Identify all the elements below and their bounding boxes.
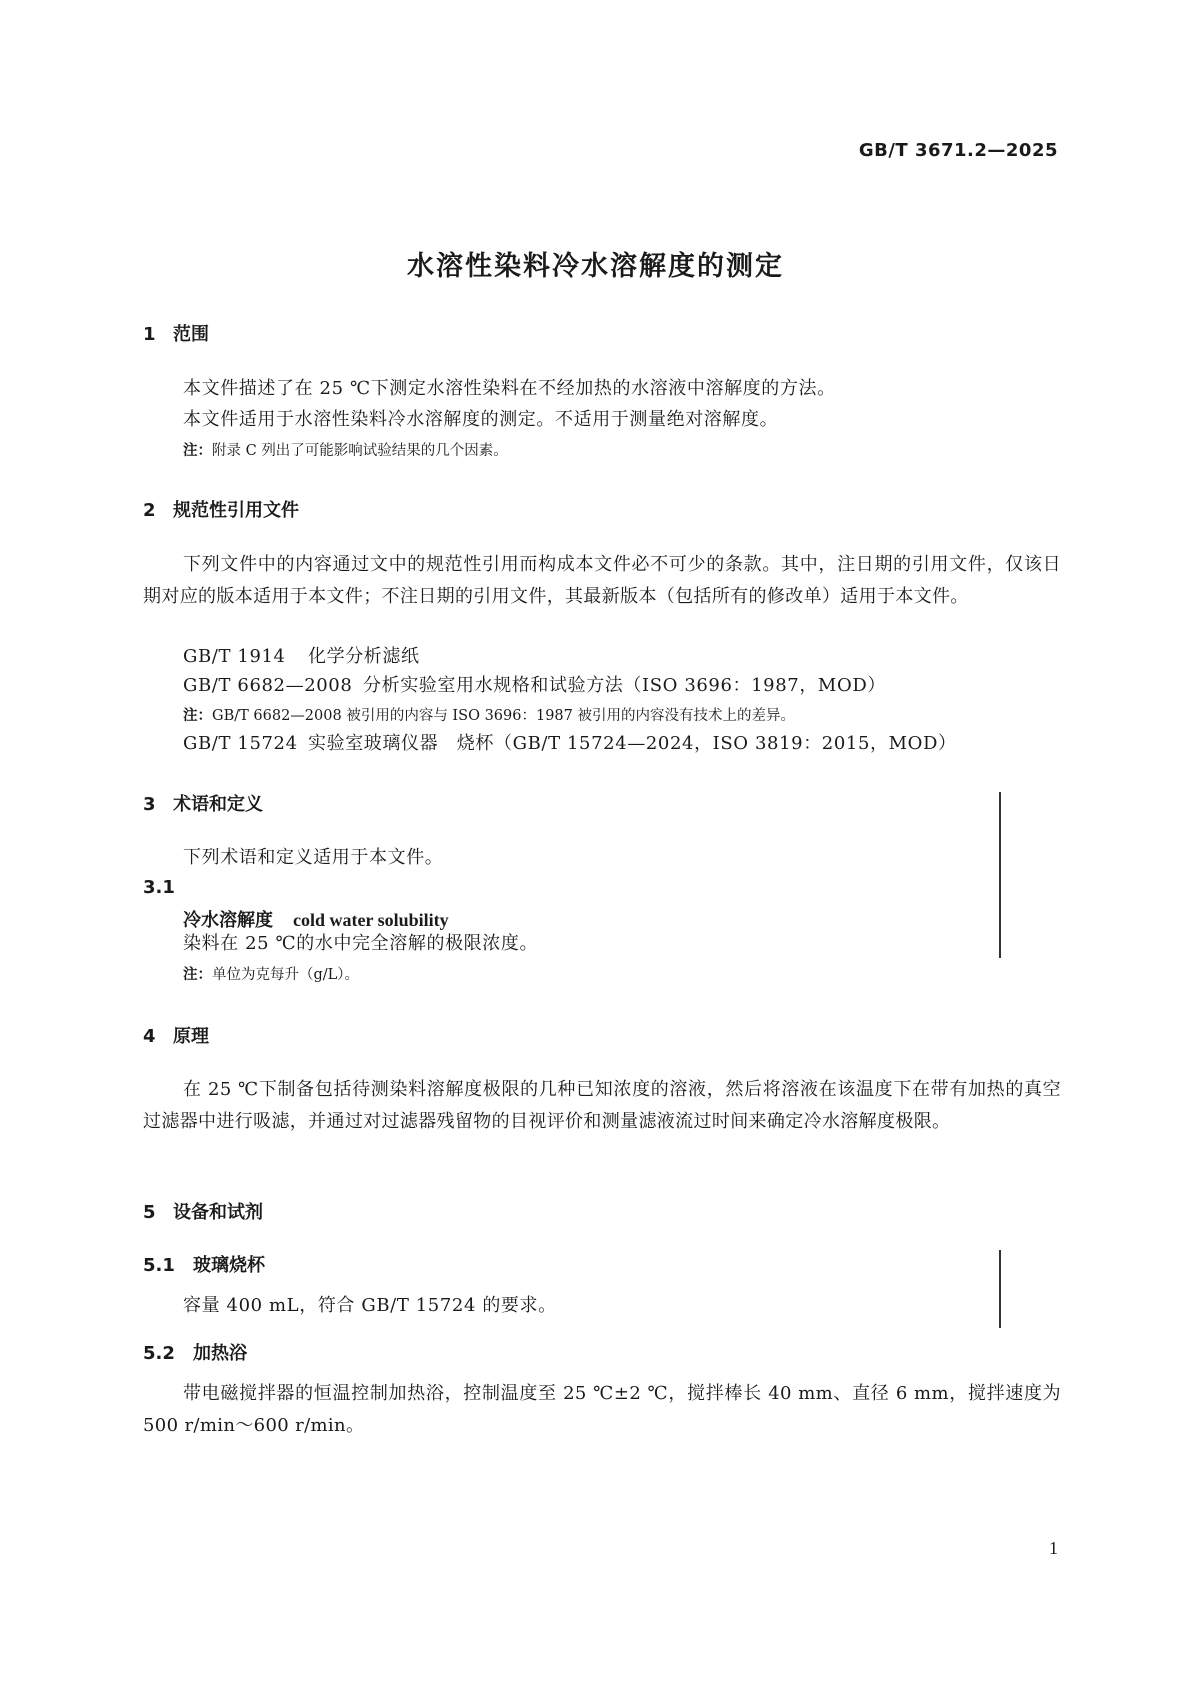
section-title: 规范性引用文件 [173, 500, 299, 521]
section-title: 原理 [173, 1026, 209, 1047]
reference-note [183, 705, 795, 727]
normative-references-intro: 下列文件中的内容通过文中的规范性引用而构成本文件必不可少的条款。其中，注日期的引用文件，仅该日期对应的版本适用于本文件；不注日期的引用文件，其最新版本（包括所有的修改单）适用于本文件。 [143, 554, 1061, 607]
section-number: 3 [143, 794, 156, 815]
section-5-heading [143, 1198, 263, 1224]
scope-note [183, 440, 508, 462]
scope-paragraph-1: 本文件描述了在 25 ℃下测定水溶性染料在不经加热的水溶液中溶解度的方法。 [183, 378, 836, 399]
document-title: 水溶性染料冷水溶解度的测定 [407, 251, 784, 282]
principle-paragraph: 在 25 ℃下制备包括待测染料溶解度极限的几种已知浓度的溶液，然后将溶液在该温度下在带有加热的真空过滤器中进行吸滤，并通过对过滤器残留物的目视评价和测量滤液流过时间来确定冷水溶解度极限。 [143, 1079, 1061, 1132]
subsection-title: 玻璃烧杯 [193, 1255, 265, 1276]
reference-item [183, 728, 957, 760]
term-english: cold water solubility [293, 910, 449, 930]
section-3-heading [143, 790, 263, 816]
term-definition: 染料在 25 ℃的水中完全溶解的极限浓度。 [183, 933, 539, 954]
note-text: 附录 C 列出了可能影响试验结果的几个因素。 [212, 443, 508, 459]
reference-title: 实验室玻璃仪器 烧杯（GB/T 15724—2024，ISO 3819：2015，MOD） [308, 733, 957, 754]
reference-title: 分析实验室用水规格和试验方法（ISO 3696：1987，MOD） [363, 675, 886, 696]
reference-code: GB/T 15724 [183, 733, 298, 754]
note-label: 注： [183, 708, 212, 724]
subsection-number: 5.1 [143, 1255, 175, 1276]
subsection-5-1-heading [143, 1251, 265, 1277]
section-title: 术语和定义 [173, 794, 263, 815]
reference-code: GB/T 6682—2008 [183, 675, 353, 696]
change-bar [999, 1250, 1001, 1328]
section-number: 4 [143, 1026, 156, 1047]
section-title: 范围 [173, 324, 209, 345]
standard-code: GB/T 3671.2—2025 [858, 140, 1058, 161]
heating-bath-description: 带电磁搅拌器的恒温控制加热浴，控制温度至 25 ℃±2 ℃，搅拌棒长 40 mm、直径 6 mm，搅拌速度为 500 r/min～600 r/min。 [143, 1383, 1061, 1436]
scope-paragraph-2: 本文件适用于水溶性染料冷水溶解度的测定。不适用于测量绝对溶解度。 [183, 409, 779, 430]
section-2-heading [143, 496, 299, 522]
note-label: 注： [183, 967, 212, 983]
reference-code: GB/T 1914 [183, 646, 286, 667]
term-number: 3.1 [143, 877, 175, 898]
reference-title: 化学分析滤纸 [308, 646, 420, 667]
subsection-title: 加热浴 [193, 1343, 247, 1364]
section-4-heading [143, 1022, 209, 1048]
reference-item [183, 670, 886, 702]
beaker-description: 容量 400 mL，符合 GB/T 15724 的要求。 [183, 1295, 557, 1316]
page-number: 1 [1049, 1538, 1058, 1558]
term-chinese: 冷水溶解度 [183, 910, 273, 931]
subsection-number: 5.2 [143, 1343, 175, 1364]
reference-item [183, 641, 420, 673]
note-text: GB/T 6682—2008 被引用的内容与 ISO 3696：1987 被引用的内容没有技术上的差异。 [212, 708, 795, 724]
section-number: 2 [143, 500, 156, 521]
section-1-heading [143, 320, 209, 346]
terms-intro: 下列术语和定义适用于本文件。 [183, 847, 444, 868]
change-bar [999, 792, 1001, 958]
section-number: 5 [143, 1202, 156, 1223]
note-text: 单位为克每升（g/L）。 [212, 967, 360, 983]
section-title: 设备和试剂 [173, 1202, 263, 1223]
note-label: 注： [183, 443, 212, 459]
term-note [183, 964, 359, 986]
subsection-5-2-heading [143, 1339, 247, 1365]
section-number: 1 [143, 324, 156, 345]
